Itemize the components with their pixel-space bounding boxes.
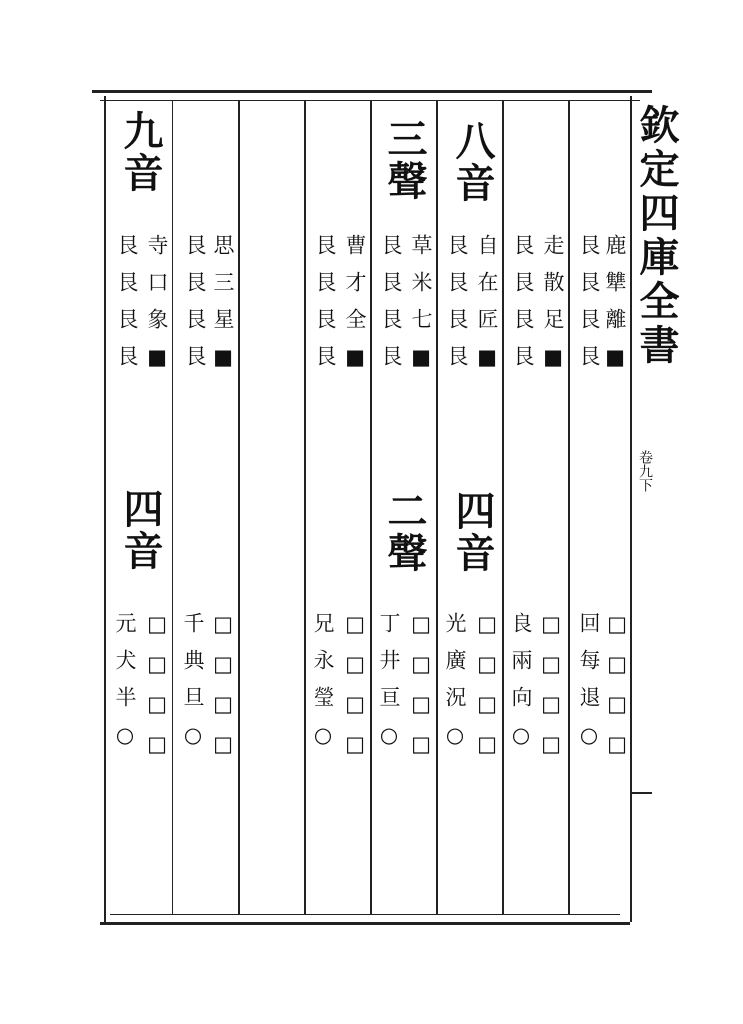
juan-label: 卷九下	[637, 450, 653, 492]
syllable-column-lower-right: □□□□	[475, 612, 499, 772]
right-border	[630, 96, 632, 922]
column-divider	[370, 100, 372, 914]
column-heading-upper: 八音	[449, 120, 496, 204]
syllable-column-lower-left: 千典旦○	[181, 612, 205, 763]
syllable-column-upper-left: 艮艮艮艮	[445, 234, 469, 382]
syllable-column-lower-left: 兄永瑩○	[311, 612, 335, 763]
syllable-column-upper-right: 鹿犨離■	[603, 234, 627, 385]
bottom-border-inner	[110, 914, 620, 915]
syllable-column-upper-left: 艮艮艮艮	[115, 234, 139, 382]
syllable-column-lower-left: 丁井亘○	[377, 612, 401, 763]
fish-tail-mark	[632, 792, 652, 794]
syllable-column-upper-right: 曹才全■	[343, 234, 367, 385]
syllable-column-upper-right: 草米七■	[409, 234, 433, 385]
column-divider	[502, 100, 504, 914]
syllable-column-lower-right: □□□□	[211, 612, 235, 772]
syllable-column-upper-left: 艮艮艮艮	[577, 234, 601, 382]
syllable-column-lower-right: □□□□	[343, 612, 367, 772]
syllable-column-upper-left: 艮艮艮艮	[511, 234, 535, 382]
syllable-column-upper-left: 艮艮艮艮	[379, 234, 403, 382]
top-border	[92, 90, 652, 93]
bottom-border	[100, 922, 630, 925]
syllable-column-upper-right: 走散足■	[541, 234, 565, 385]
syllable-column-upper-right: 思三星■	[211, 234, 235, 385]
left-border	[104, 96, 106, 922]
column-heading-upper: 三聲	[381, 118, 428, 202]
syllable-column-lower-right: □□□□	[145, 612, 169, 772]
syllable-column-upper-left: 艮艮艮艮	[313, 234, 337, 382]
syllable-column-lower-right: □□□□	[605, 612, 629, 772]
syllable-column-upper-right: 自在匠■	[475, 234, 499, 385]
running-head: 欽定四庫全書	[633, 104, 680, 368]
column-divider	[304, 100, 306, 914]
syllable-column-upper-left: 艮艮艮艮	[183, 234, 207, 382]
column-divider	[568, 100, 570, 914]
column-divider	[436, 100, 438, 914]
syllable-column-lower-right: □□□□	[409, 612, 433, 772]
syllable-column-upper-right: 寺口象■	[145, 234, 169, 385]
column-divider	[238, 100, 240, 914]
syllable-column-lower-right: □□□□	[539, 612, 563, 772]
column-heading-lower: 四音	[449, 490, 496, 574]
syllable-column-lower-left: 良兩向○	[509, 612, 533, 763]
column-heading-upper: 九音	[117, 110, 164, 194]
column-heading-lower: 二聲	[381, 490, 428, 574]
column-divider	[172, 100, 173, 914]
syllable-column-lower-left: 回每退○	[577, 612, 601, 763]
syllable-column-lower-left: 光廣況○	[443, 612, 467, 763]
column-heading-lower: 四音	[117, 488, 164, 572]
syllable-column-lower-left: 元犬半○	[113, 612, 137, 763]
